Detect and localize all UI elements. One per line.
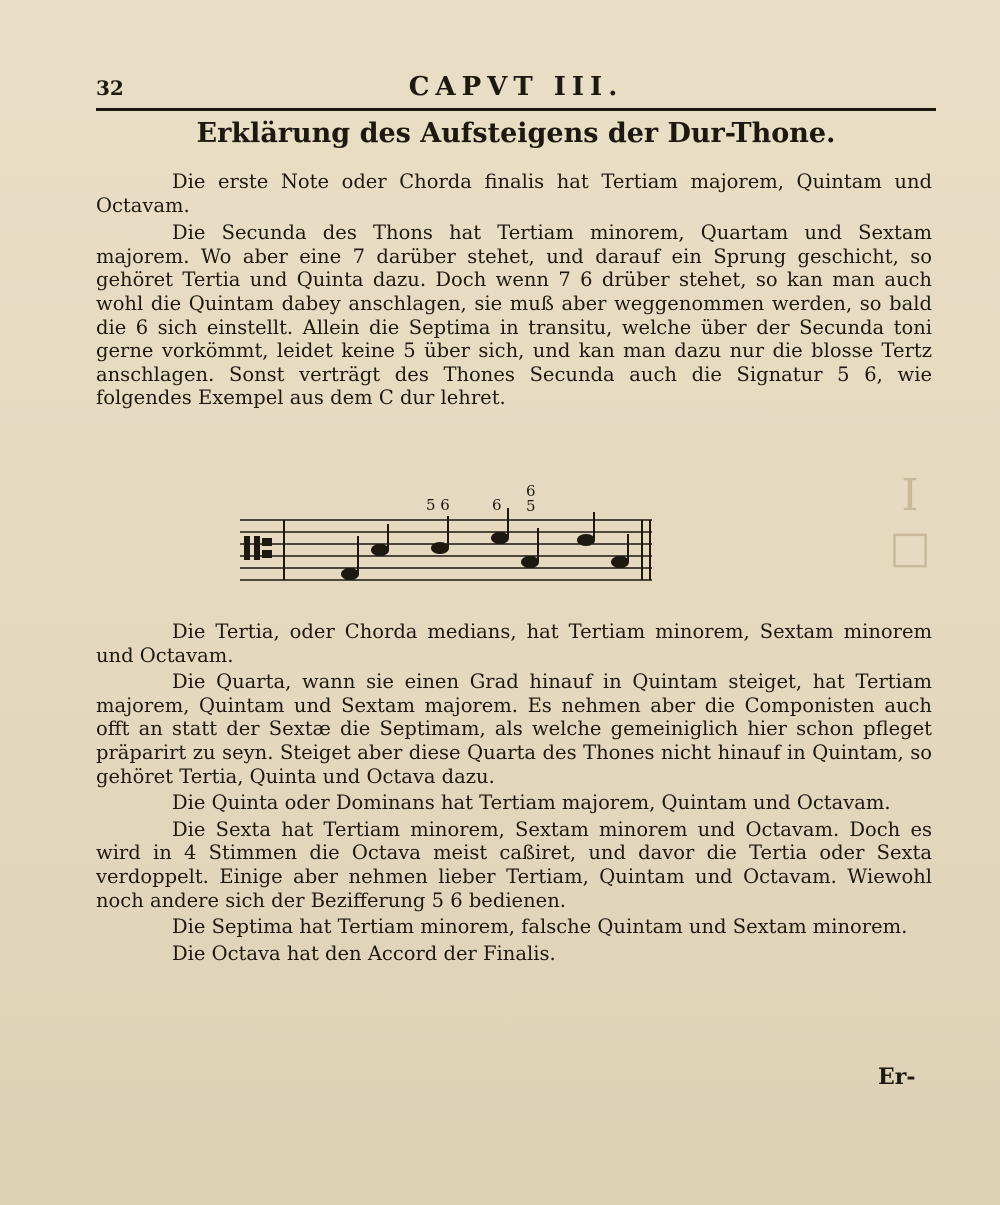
paragraph: Die erste Note oder Chorda finalis hat Tertiam majorem, Quintam und Octavam. [96, 170, 932, 217]
section-heading: Erklärung des Aufsteigens der Dur-Thone. [196, 118, 836, 149]
figure-label: 5 6 [426, 496, 450, 514]
figure-label: 5 [526, 497, 536, 515]
header-rule [96, 108, 936, 111]
paragraph: Die Quarta, wann sie einen Grad hinauf in Quintam steiget, hat Tertiam majorem, Quintam und Sextam majorem. Es nehmen aber die Componisten auch offt an statt der Sextæ die Septimam, als welche gemeiniglich hier schon pfleget präparirt zu seyn. Steiget aber diese Quarta des Thones nicht hinauf in Quintam, so gehöret Tertia, Quinta und Octava dazu. [96, 670, 932, 788]
paragraph: Die Tertia, oder Chorda medians, hat Tertiam minorem, Sextam minorem und Octavam. [96, 620, 932, 667]
running-header [96, 72, 936, 104]
paragraph: Die Octava hat den Accord der Finalis. [172, 941, 556, 965]
bass-clef-icon [244, 536, 272, 560]
music-example [240, 478, 660, 598]
paragraph: Die Sexta hat Tertiam minorem, Sextam minorem und Octavam. Doch es wird in 4 Stimmen die Octava meist caßiret, und davor die Tertia oder Sexta verdoppelt. Einige aber nehmen lieber Tertiam, Quintam und Octavam. Wiewohl noch andere sich der Bezifferung 5 6 bedienen. [96, 817, 932, 912]
figure-label: 6 [526, 482, 536, 500]
paragraph: Die Septima hat Tertiam minorem, falsche Quintam und Sextam minorem. [172, 915, 908, 939]
paragraph: Die Secunda des Thons hat Tertiam minorem, Quartam und Sextam majorem. Wo aber eine 7 darüber stehet, und darauf ein Sprung geschicht, so gehöret Tertia und Quinta dazu. Doch wenn 7 6 drüber stehet, so kan man auch wohl die Quintam dabey anschlagen, sie muß aber weggenommen werden, so bald die 6 sich einstellt. Allein die Septima in transitu, welche über der Secunda toni gerne vorkömmt, leidet keine 5 über sich, und kan man dazu nur die blosse Tertz anschlagen. Sonst verträgt des Thones Secunda auch die Signatur 5 6, wie folgendes Exempel aus dem C dur lehret. [96, 221, 932, 410]
text-block-bottom [96, 620, 932, 968]
catchword: Er- [878, 1064, 916, 1090]
chapter-title: CAPVT III. [408, 72, 624, 102]
figure-label: 6 [492, 496, 502, 514]
paragraph: Die Quinta oder Dominans hat Tertiam majorem, Quintam und Octavam. [172, 791, 891, 815]
music-staff [240, 478, 660, 598]
page-number: 32 [96, 76, 124, 100]
show-through-marks: I □ [889, 470, 931, 573]
text-block-top [96, 170, 932, 414]
